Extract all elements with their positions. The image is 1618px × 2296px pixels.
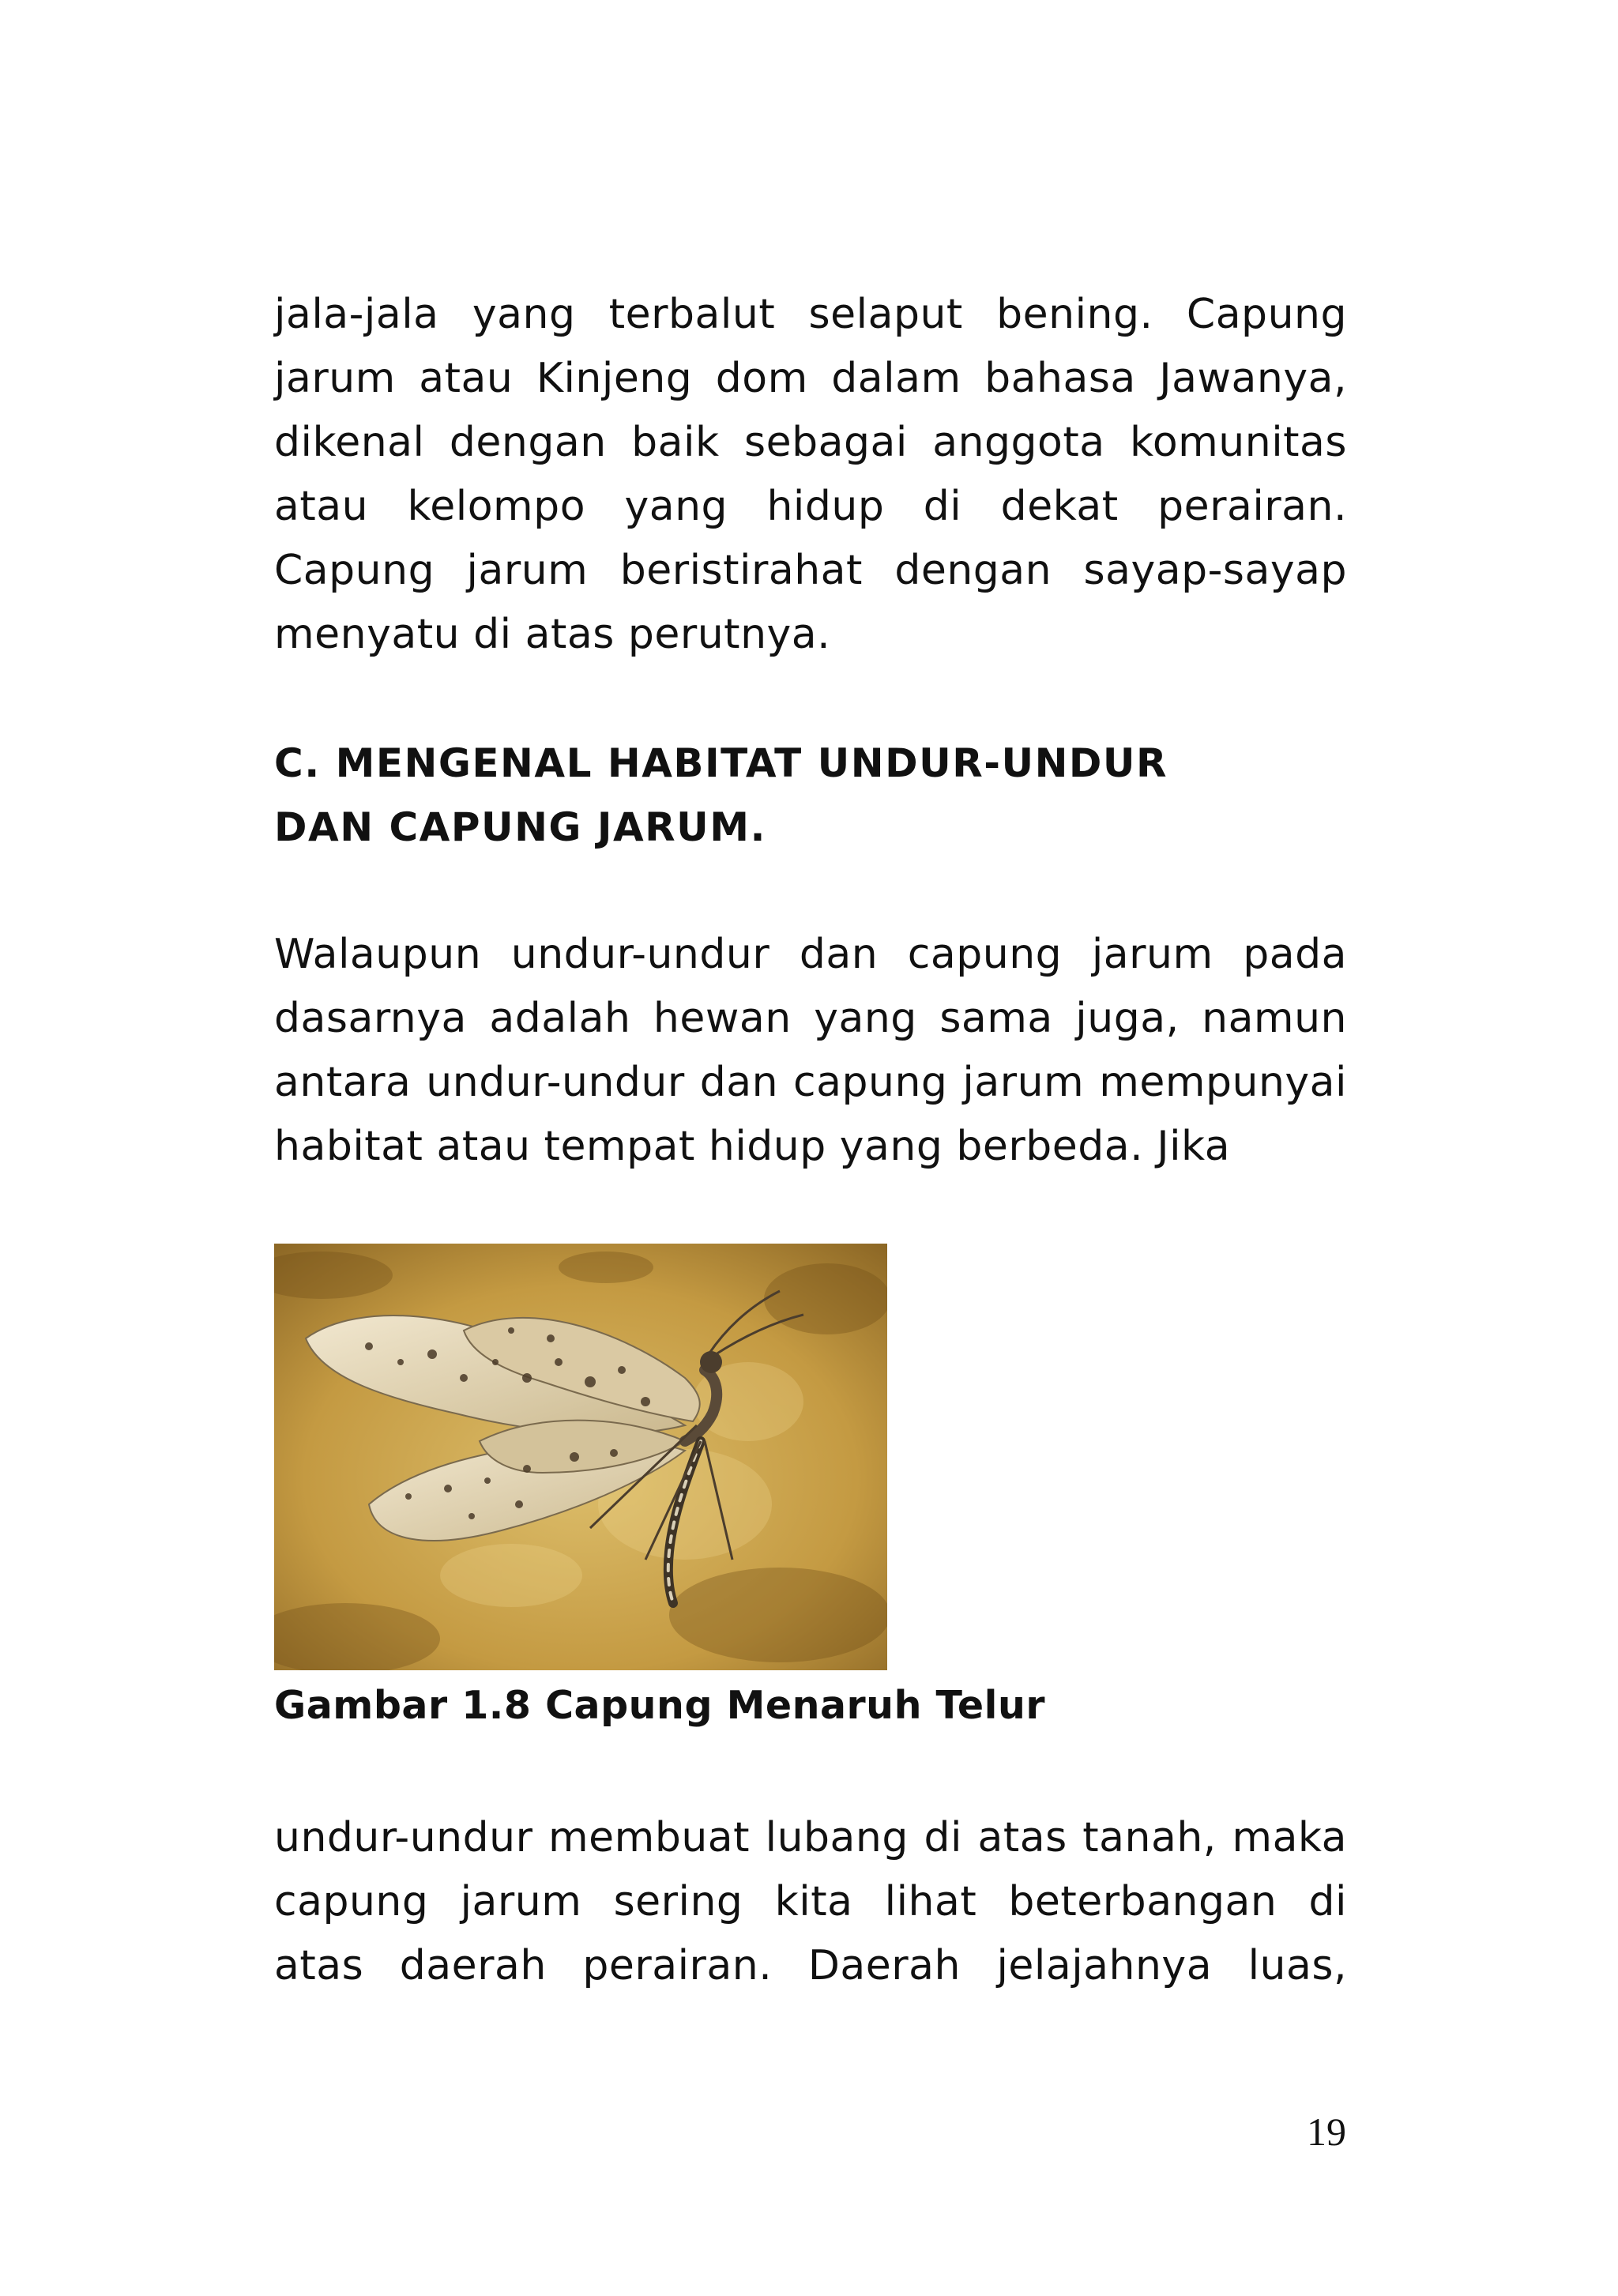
- paragraph-line: Capung jarum beristirahat dengan sayap-sayap: [274, 547, 1347, 594]
- paragraph-line: jarum atau Kinjeng dom dalam bahasa Jawanya,: [274, 355, 1347, 402]
- page-number: 19: [1307, 2110, 1346, 2154]
- paragraph-2: [274, 923, 1347, 1179]
- paragraph-line: capung jarum sering kita lihat beterbangan di: [274, 1878, 1347, 1925]
- figure-caption: Gambar 1.8 Capung Menaruh Telur: [274, 1683, 1046, 1728]
- paragraph-line: menyatu di atas perutnya.: [274, 611, 831, 658]
- paragraph-line: dikenal dengan baik sebagai anggota komunitas: [274, 419, 1347, 466]
- paragraph-1: [274, 283, 1347, 667]
- paragraph-line: dasarnya adalah hewan yang sama juga, namun: [274, 995, 1347, 1042]
- heading-line: C. MENGENAL HABITAT UNDUR-UNDUR: [274, 740, 1168, 786]
- paragraph-line: atas daerah perairan. Daerah jelajahnya luas,: [274, 1942, 1347, 1989]
- paragraph-line: atau kelompo yang hidup di dekat perairan.: [274, 483, 1347, 530]
- paragraph-line: jala-jala yang terbalut selaput bening. Capung: [274, 291, 1347, 338]
- paragraph-line: antara undur-undur dan capung jarum mempunyai: [274, 1059, 1347, 1106]
- dragonfly-photo-illustration: [274, 1244, 887, 1670]
- paragraph-3: [274, 1806, 1347, 1998]
- section-heading: [274, 732, 1347, 860]
- paragraph-line: habitat atau tempat hidup yang berbeda. Jika: [274, 1123, 1231, 1170]
- paragraph-line: Walaupun undur-undur dan capung jarum pada: [274, 931, 1347, 978]
- paragraph-line: undur-undur membuat lubang di atas tanah, maka: [274, 1814, 1347, 1861]
- figure-photo: [274, 1244, 887, 1670]
- heading-line: DAN CAPUNG JARUM.: [274, 804, 767, 850]
